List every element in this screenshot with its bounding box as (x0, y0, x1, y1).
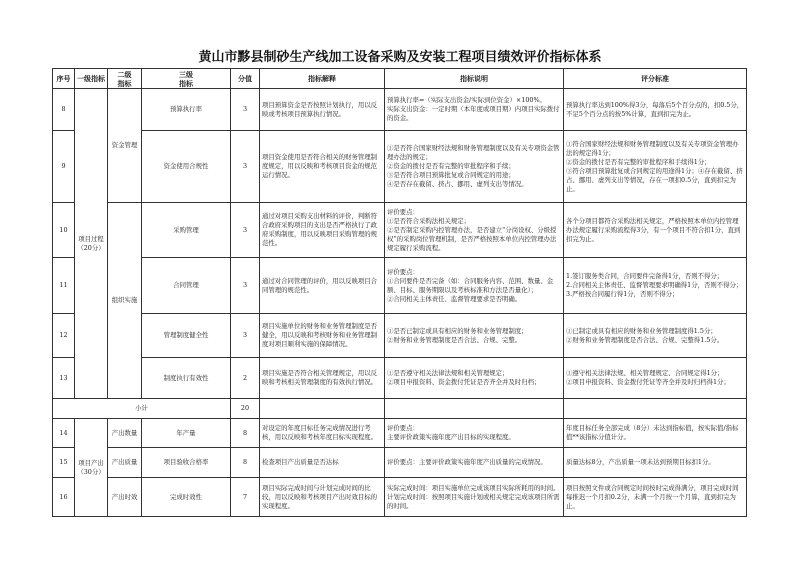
level2-indicator: 组织实施 (108, 203, 142, 399)
row-number: 9 (53, 131, 75, 203)
indicator-explanation: 项目预算资金是否按照计划执行，用以反映或考核项目预算执行情况。 (260, 89, 385, 131)
table-row (53, 203, 747, 258)
header-row (53, 69, 747, 89)
header-col-level2: 二级 指标 (108, 69, 142, 89)
indicator-explanation: 通过对合同管理的评价，用以反映项目合同管理的规范性。 (260, 258, 385, 314)
subtotal-score: 20 (231, 399, 260, 419)
header-col-desc: 指标说明 (385, 69, 564, 89)
row-number: 16 (53, 478, 75, 517)
scoring-standard: ①遵守相关法律法规、相关管理规定、合同规定得1分； ②项目申报资料、资金拨付凭证等齐全并及时归档得1分； (564, 358, 747, 399)
row-number: 12 (53, 314, 75, 358)
level3-indicator: 采购管理 (142, 203, 231, 258)
header-col-score: 分值 (231, 69, 260, 89)
indicator-explanation: 通过对项目采购支出材料的评价，判断符合政府采购项目的支出是否严格执行了政府采购制度，用以反映项目采购管理的规范性。 (260, 203, 385, 258)
empty-cell (564, 399, 747, 419)
table-row (53, 258, 747, 314)
score: 3 (231, 258, 260, 314)
row-number: 13 (53, 358, 75, 399)
level2-indicator: 产出数量 (108, 419, 142, 448)
subtotal-label: 小计 (53, 399, 231, 419)
indicator-description: 预算执行率=（实际支出资金/实际到位资金）×100%。 实际支出资金：一定时期（本年度或项目期）内项目实际拨付的资金。 (385, 89, 564, 131)
indicator-explanation: 检查项目产出质量是否达标 (260, 448, 385, 478)
header-col-level1: 一级指标 (75, 69, 108, 89)
level3-indicator: 资金使用合规性 (142, 131, 231, 203)
score: 2 (231, 358, 260, 399)
scoring-standard: ①符合国家财经法规和财务管理制度以及有关专项资金管理办法的规定得1分； ②资金的拨付是否有完整的审批程序和手续得1分； ③符合项目预算批复或合同规定的用途得1分；④存在截留、挤占、挪用、虚列支出等情况，存在一项扣0.5分，直到扣完为止。 (564, 131, 747, 203)
indicator-description: 评价要点： 主要评价政策实施年度产出目标的实现程度。 (385, 419, 564, 448)
indicator-description: 实际完成时间：项目实施单位完成该项目实际所耗用的时间。计划完成时间：按照项目实施计划或相关规定完成该项目所需的时间。 (385, 478, 564, 517)
level3-indicator: 合同管理 (142, 258, 231, 314)
page-title: 黄山市黟县制砂生产线加工设备采购及安装工程项目绩效评价指标体系 (198, 50, 602, 65)
row-number: 14 (53, 419, 75, 448)
level3-indicator: 制度执行有效性 (142, 358, 231, 399)
header-col-no: 序号 (53, 69, 75, 89)
indicator-description: 评价要点： ①合同要件是否完备（如：合同服务内容、范围、数量、金额、目标、服务期限以及考核标准和方法是否量化）； ②合同相关主体责任、监督管理要求是否明确。 (385, 258, 564, 314)
table-row (53, 358, 747, 399)
indicator-explanation: 项目实际完成时间与计划完成时间的比较，用以反映和考核项目产出时效目标的实现程度。 (260, 478, 385, 517)
score: 3 (231, 131, 260, 203)
scoring-standard: 1.签订服务类合同，合同要件完备得1分，否则不得分； 2.合同相关主体责任、监督管理要求明确得1分，否则不得分； 3.严格按合同履行得1分，否则不得分； (564, 258, 747, 314)
table-row (53, 448, 747, 478)
level3-indicator: 完成时效性 (142, 478, 231, 517)
level1-indicator: 项目过程（20分） (75, 89, 108, 399)
indicator-description: 评价要点：主要评价政策实施年度产出质量的完成情况。 (385, 448, 564, 478)
indicator-table (52, 68, 747, 517)
scoring-standard: 年度目标任务全部完成（8分）未达到指标值，按实际值/指标值**该指标分值计分。 (564, 419, 747, 448)
scoring-standard: 质量达标8分，产出质量一项未达到预期目标扣1分。 (564, 448, 747, 478)
subtotal-row (53, 399, 747, 419)
scoring-standard: 项目按照文件或合同规定时间按时完成得满分，项目完成时间每推迟一个月扣0.2分，未满一个月按一个月算，直到扣完为止。 (564, 478, 747, 517)
indicator-explanation: 项目资金使用是否符合相关的财务管理制度规定，用以反映和考核项目资金的规范运行情况。 (260, 131, 385, 203)
header-col-explain: 指标解释 (260, 69, 385, 89)
table-row (53, 314, 747, 358)
indicator-description: ①是否符合国家财经法规和财务管理制度以及有关专项资金管理办法的规定； ②资金的拨付是否有完整的审批程序和手续； ③是否符合项目预算批复或合同规定的用途； ④是否存在截留、挤占、挪用、虚列支出等情况。 (385, 131, 564, 203)
header-col-level3: 三级 指标 (142, 69, 231, 89)
scoring-standard: 各个分项目都符合采购法相关规定，严格按照本单位内控管理办法规定履行采购流程得3分，有一个项目不符合扣1分，直到扣完为止。 (564, 203, 747, 258)
level3-indicator: 预算执行率 (142, 89, 231, 131)
indicator-description: ①是否已制定或具有相应的财务和业务管理制度； ②财务和业务管理制度是否合法、合规、完整。 (385, 314, 564, 358)
level3-indicator: 管理制度健全性 (142, 314, 231, 358)
table-row (53, 131, 747, 203)
score: 8 (231, 448, 260, 478)
score: 3 (231, 89, 260, 131)
indicator-description: 评价要点： ①是否符合采购法相关规定； ②是否制定采购内控管理办法，是否建立“分岗设权、分级授权”的采购岗位管理机制，是否严格按照本单位内控管理办法规定履行采购流程。 (385, 203, 564, 258)
table-row (53, 419, 747, 448)
level1-indicator: 项目产出（30分） (75, 419, 108, 517)
score: 8 (231, 419, 260, 448)
scoring-standard: 预算执行率达到100%得3分，每落后5个百分点的，扣0.5分，不足5个百分点的按5%计算，直到扣完为止。 (564, 89, 747, 131)
table-row (53, 89, 747, 131)
table-row (53, 478, 747, 517)
indicator-explanation: 项目实施单位的财务和业务管理制度是否健全，用以反映和考核财务和业务管理制度对项目顺利实施的保障情况。 (260, 314, 385, 358)
level2-indicator: 产出时效 (108, 478, 142, 517)
header-col-standard: 评分标准 (564, 69, 747, 89)
row-number: 10 (53, 203, 75, 258)
score: 3 (231, 203, 260, 258)
empty-cell (385, 399, 564, 419)
level3-indicator: 项目验收合格率 (142, 448, 231, 478)
level3-indicator: 年产量 (142, 419, 231, 448)
indicator-description: ①是否遵守相关法律法规和相关管理规定； ②项目申报资料、资金拨付凭证是否齐全并及时归档； (385, 358, 564, 399)
level2-indicator: 资金管理 (108, 89, 142, 203)
indicator-explanation: 对设定的年度目标任务完成情况进行考核，用以反映和考核年度目标实现程度。 (260, 419, 385, 448)
row-number: 15 (53, 448, 75, 478)
scoring-standard: ①已制定或具有相应的财务和业务管理制度得1.5分； ②财务和业务管理制度是否合法、合规、完整得1.5分。 (564, 314, 747, 358)
empty-cell (260, 399, 385, 419)
row-number: 11 (53, 258, 75, 314)
row-number: 8 (53, 89, 75, 131)
level2-indicator: 产出质量 (108, 448, 142, 478)
indicator-explanation: 项目实施是否符合相关管理规定，用以反映和考核相关管理制度的有效执行情况。 (260, 358, 385, 399)
score: 3 (231, 314, 260, 358)
score: 7 (231, 478, 260, 517)
